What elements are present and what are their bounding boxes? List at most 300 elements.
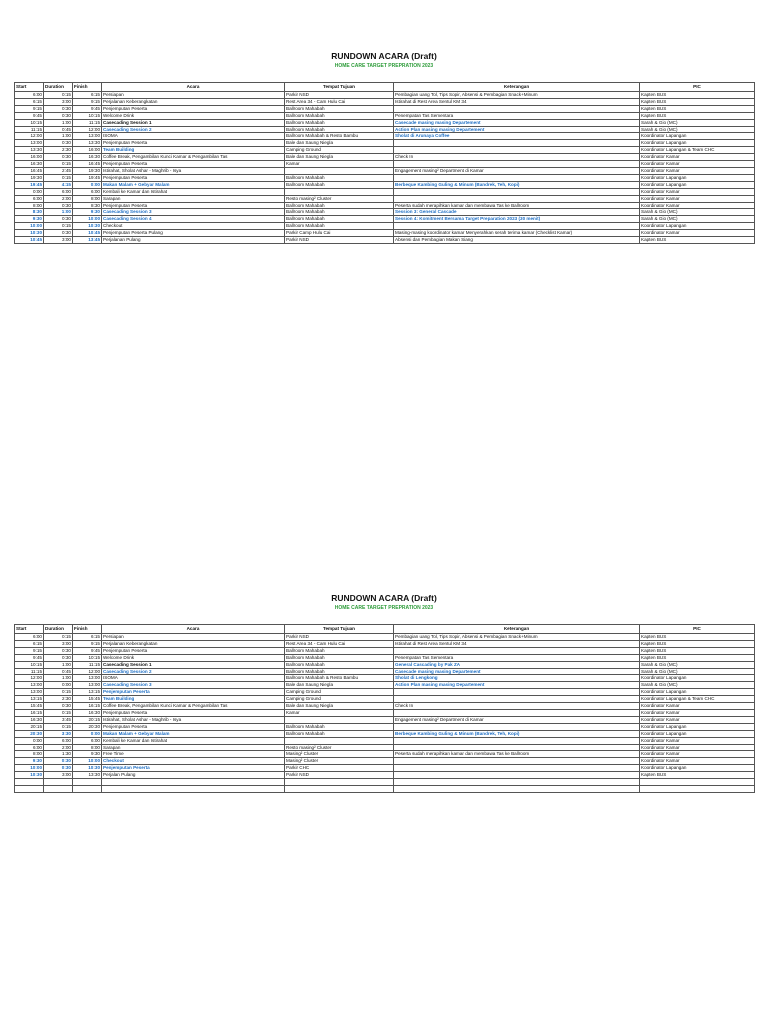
column-header-keterangan: Keterangan: [394, 625, 640, 634]
cell-start: 10:30: [15, 230, 44, 237]
table-row: [15, 202, 755, 209]
cell-tempat: Ballroom Mahabah: [285, 119, 394, 126]
cell-finish: 11:15: [73, 661, 102, 668]
cell-start: 8:00: [15, 751, 44, 758]
cell-pic: Koordinator Lapangan: [640, 765, 755, 772]
table-row: [15, 654, 755, 661]
cell-keterangan: Engagement masing² Department di Kamar: [394, 167, 640, 174]
cell-finish: 13:30: [73, 140, 102, 147]
table-row: [15, 716, 755, 723]
cell-acara: Checkout: [102, 758, 285, 765]
cell-duration: 0:30: [44, 230, 73, 237]
cell-start: 8:30: [15, 209, 44, 216]
table-row: [15, 730, 755, 737]
table-row: [15, 147, 755, 154]
cell-finish: 9:45: [73, 105, 102, 112]
table-row: [15, 126, 755, 133]
cell-acara: Casecading Session 1: [102, 119, 285, 126]
cell-tempat: Rest Area 34 - Cam Hulu Cai: [285, 98, 394, 105]
cell-tempat: Camping Ground: [285, 147, 394, 154]
cell-pic: Kapten BUS: [640, 654, 755, 661]
column-header-acara: Acara: [102, 625, 285, 634]
cell-acara: Team Building: [102, 147, 285, 154]
cell-duration: 0:00: [44, 682, 73, 689]
cell-acara: Penjemputan Peserta: [102, 105, 285, 112]
cell-keterangan: Action Plan masing masing Departement: [394, 126, 640, 133]
cell-finish: 8:00: [73, 744, 102, 751]
cell-tempat: Ballroom Mahabah & Resto Bambu: [285, 133, 394, 140]
cell-pic: Sarah & Gio (MC): [640, 119, 755, 126]
cell-duration: 0:30: [44, 140, 73, 147]
cell-duration: 6:00: [44, 737, 73, 744]
cell-finish: 13:15: [73, 689, 102, 696]
cell-finish: 10:15: [73, 654, 102, 661]
cell-acara: Persiapan: [102, 92, 285, 99]
cell-acara: Casecading Session 3: [102, 682, 285, 689]
cell-start: 6:00: [15, 634, 44, 641]
table-row: [15, 98, 755, 105]
cell-duration: 1:00: [44, 133, 73, 140]
cell-start: 13:00: [15, 689, 44, 696]
cell-keterangan: Istirahat di Rest Area Sentul KM 34: [394, 98, 640, 105]
cell-pic: Koordinator Lapangan & Team CHC: [640, 147, 755, 154]
cell-acara: Penjemputan Peserta: [102, 202, 285, 209]
cell-keterangan: Sholat di Lengkong: [394, 675, 640, 682]
cell-duration: 0:30: [44, 105, 73, 112]
cell-finish: 8:00: [73, 195, 102, 202]
cell-finish: 10:15: [73, 112, 102, 119]
cell-tempat: Resto masing² Cluster: [285, 744, 394, 751]
cell-pic: Koordinator Kamar: [640, 716, 755, 723]
table-row: [15, 647, 755, 654]
cell-keterangan: [394, 147, 640, 154]
cell-start: 12:00: [15, 133, 44, 140]
cell-finish: 10:00: [73, 758, 102, 765]
cell-pic: Kapten BUS: [640, 772, 755, 779]
cell-tempat: [285, 779, 394, 786]
cell-acara: Welcome Drink: [102, 112, 285, 119]
cell-tempat: Parkir NSD: [285, 772, 394, 779]
cell-keterangan: Check In: [394, 154, 640, 161]
cell-start: 20:30: [15, 730, 44, 737]
cell-tempat: Ballroom Mahabah: [285, 661, 394, 668]
cell-pic: Koordinator Kamar: [640, 703, 755, 710]
cell-acara: Persiapan: [102, 634, 285, 641]
cell-finish: 9:30: [73, 209, 102, 216]
cell-acara: Penjemputan Peserta: [102, 689, 285, 696]
cell-tempat: Ballroom Mahabah: [285, 105, 394, 112]
cell-start: 10:00: [15, 223, 44, 230]
cell-tempat: Masing² Cluster: [285, 758, 394, 765]
column-header-start: Start: [15, 83, 44, 92]
cell-start: 13:00: [15, 682, 44, 689]
cell-pic: Sarah & Gio (MC): [640, 209, 755, 216]
cell-finish: 13:00: [73, 675, 102, 682]
cell-start: 6:00: [15, 744, 44, 751]
table-row: [15, 779, 755, 786]
cell-duration: 0:30: [44, 703, 73, 710]
cell-keterangan: [394, 709, 640, 716]
cell-pic: Koordinator Lapangan: [640, 675, 755, 682]
cell-acara: Casecading Session 2: [102, 668, 285, 675]
cell-pic: Kapten BUS: [640, 237, 755, 244]
cell-tempat: Ballroom Mahabah: [285, 730, 394, 737]
cell-acara: Casecading Session 1: [102, 661, 285, 668]
cell-pic: Koordinator Lapangan: [640, 140, 755, 147]
cell-acara: Istirahat, Sholat Ashar - Maghrib - Isya: [102, 716, 285, 723]
cell-tempat: Kamar: [285, 709, 394, 716]
cell-finish: 16:45: [73, 161, 102, 168]
cell-keterangan: [394, 140, 640, 147]
cell-acara: Perjalanan Keberangkatan: [102, 98, 285, 105]
cell-finish: 16:15: [73, 703, 102, 710]
cell-acara: Casecading Session 2: [102, 126, 285, 133]
cell-pic: Koordinator Kamar: [640, 167, 755, 174]
cell-finish: 19:30: [73, 167, 102, 174]
cell-finish: 6:15: [73, 634, 102, 641]
cell-keterangan: [394, 223, 640, 230]
cell-keterangan: [394, 161, 640, 168]
cell-tempat: [285, 737, 394, 744]
cell-tempat: Ballroom Mahabah: [285, 174, 394, 181]
cell-keterangan: [394, 737, 640, 744]
cell-finish: 6:00: [73, 737, 102, 744]
cell-pic: [640, 785, 755, 792]
cell-keterangan: [394, 744, 640, 751]
cell-duration: 1:30: [44, 751, 73, 758]
cell-start: 9:15: [15, 105, 44, 112]
cell-acara: Welcome Drink: [102, 654, 285, 661]
cell-finish: 9:30: [73, 751, 102, 758]
cell-keterangan: [394, 188, 640, 195]
cell-finish: 19:45: [73, 174, 102, 181]
cell-pic: Sarah & Gio (MC): [640, 668, 755, 675]
cell-duration: 0:30: [44, 765, 73, 772]
cell-keterangan: Peserta sudah merapihkan kamar dan membawa Tas ke Ballroom: [394, 751, 640, 758]
cell-duration: 0:15: [44, 689, 73, 696]
cell-pic: Koordinator Lapangan: [640, 181, 755, 188]
cell-pic: Koordinator Kamar: [640, 161, 755, 168]
cell-finish: 6:00: [73, 188, 102, 195]
cell-keterangan: [394, 723, 640, 730]
cell-tempat: Parkir NSD: [285, 92, 394, 99]
cell-acara: Penjemputan Peserta: [102, 709, 285, 716]
cell-start: 11:15: [15, 126, 44, 133]
cell-keterangan: Absensi dan Pembagian Makan Siang: [394, 237, 640, 244]
cell-duration: 2:45: [44, 167, 73, 174]
cell-duration: 1:00: [44, 661, 73, 668]
cell-start: 13:00: [15, 140, 44, 147]
cell-keterangan: Penempatan Tas Sementara: [394, 112, 640, 119]
column-header-pic: PIC: [640, 83, 755, 92]
cell-tempat: [285, 785, 394, 792]
cell-start: 10:45: [15, 237, 44, 244]
cell-start: 0:00: [15, 188, 44, 195]
page-title: RUNDOWN ACARA (Draft): [331, 51, 437, 61]
cell-pic: Koordinator Kamar: [640, 195, 755, 202]
cell-start: 9:15: [15, 647, 44, 654]
table-row: [15, 661, 755, 668]
table-row: [15, 167, 755, 174]
column-header-duration: Duration: [44, 83, 73, 92]
cell-pic: Koordinator Kamar: [640, 758, 755, 765]
cell-finish: 13:00: [73, 682, 102, 689]
cell-start: 6:15: [15, 98, 44, 105]
cell-pic: Koordinator Kamar: [640, 202, 755, 209]
cell-duration: 0:15: [44, 223, 73, 230]
cell-pic: Koordinator Lapangan: [640, 723, 755, 730]
table-row: [15, 709, 755, 716]
table-row: [15, 216, 755, 223]
cell-acara: Free Time: [102, 751, 285, 758]
cell-keterangan: Check In: [394, 703, 640, 710]
cell-acara: Kembali ke Kamar dan Istirahat: [102, 188, 285, 195]
cell-pic: Kapten BUS: [640, 634, 755, 641]
cell-start: [15, 785, 44, 792]
cell-duration: 0:45: [44, 126, 73, 133]
cell-acara: Penjemputan Peserta: [102, 765, 285, 772]
cell-pic: Koordinator Lapangan: [640, 223, 755, 230]
cell-tempat: Ballroom Mahabah: [285, 112, 394, 119]
cell-keterangan: [394, 765, 640, 772]
cell-finish: 20:30: [73, 723, 102, 730]
cell-pic: Koordinator Kamar: [640, 709, 755, 716]
cell-acara: Perjalan Pulang: [102, 772, 285, 779]
cell-acara: Perjalanan Pulang: [102, 237, 285, 244]
page-title: RUNDOWN ACARA (Draft): [331, 593, 437, 603]
cell-finish: 9:45: [73, 647, 102, 654]
cell-acara: ISOMA: [102, 133, 285, 140]
cell-acara: Coffee Break, Pengambilan Kunci Kamar & Pengambilan Tas: [102, 154, 285, 161]
cell-duration: 2:00: [44, 195, 73, 202]
cell-acara: Kembali ke Kamar dan Istirahat: [102, 737, 285, 744]
cell-acara: Sarapan: [102, 195, 285, 202]
cell-duration: 1:00: [44, 119, 73, 126]
cell-acara: ISOMA: [102, 675, 285, 682]
cell-start: 10:15: [15, 119, 44, 126]
cell-keterangan: [394, 105, 640, 112]
cell-keterangan: [394, 772, 640, 779]
cell-keterangan: Sholat di Arunaya Coffee: [394, 133, 640, 140]
column-header-keterangan: Keterangan: [394, 83, 640, 92]
cell-keterangan: [394, 174, 640, 181]
rundown-table: [14, 624, 755, 793]
cell-keterangan: Session 3: General Cascade: [394, 209, 640, 216]
cell-pic: Koordinator Lapangan: [640, 174, 755, 181]
cell-start: 16:45: [15, 167, 44, 174]
rundown-table: [14, 82, 755, 244]
cell-start: 19:45: [15, 181, 44, 188]
table-row: [15, 744, 755, 751]
cell-acara: Makan Malam + Gebyar Malam: [102, 730, 285, 737]
cell-start: 10:30: [15, 772, 44, 779]
cell-pic: Koordinator Lapangan: [640, 689, 755, 696]
cell-start: 11:15: [15, 668, 44, 675]
cell-duration: 0:15: [44, 161, 73, 168]
cell-start: 9:45: [15, 654, 44, 661]
cell-finish: 10:30: [73, 765, 102, 772]
cell-start: 19:30: [15, 174, 44, 181]
cell-keterangan: [394, 785, 640, 792]
cell-tempat: Camping Ground: [285, 696, 394, 703]
table-row: [15, 140, 755, 147]
cell-tempat: Ballroom Mahabah: [285, 126, 394, 133]
cell-finish: 16:30: [73, 154, 102, 161]
cell-acara: Penjemputan Peserta: [102, 174, 285, 181]
cell-keterangan: Penempatan Tas Sementara: [394, 654, 640, 661]
cell-pic: Kapten BUS: [640, 640, 755, 647]
cell-acara: Penjemputan Peserta: [102, 140, 285, 147]
table-row: [15, 161, 755, 168]
cell-keterangan: Engagement masing² Department di Kamar: [394, 716, 640, 723]
cell-duration: 1:00: [44, 209, 73, 216]
cell-finish: 8:30: [73, 202, 102, 209]
column-header-tempat: Tempat Tujuan: [285, 83, 394, 92]
cell-finish: 15:45: [73, 696, 102, 703]
cell-pic: Sarah & Gio (MC): [640, 216, 755, 223]
cell-start: 8:00: [15, 202, 44, 209]
cell-keterangan: [394, 195, 640, 202]
table-row: [15, 223, 755, 230]
cell-tempat: Parkir Camp Hulu Cai: [285, 230, 394, 237]
cell-duration: 0:30: [44, 647, 73, 654]
cell-finish: 13:30: [73, 772, 102, 779]
table-row: [15, 188, 755, 195]
cell-duration: 3:45: [44, 716, 73, 723]
cell-acara: Casecading Session 3: [102, 209, 285, 216]
cell-duration: [44, 785, 73, 792]
cell-pic: Koordinator Lapangan: [640, 133, 755, 140]
cell-keterangan: Session 4: Komitment Bersama Target Preparation 2023 (30 menit): [394, 216, 640, 223]
table-row: [15, 105, 755, 112]
cell-duration: 2:30: [44, 696, 73, 703]
cell-duration: 0:45: [44, 668, 73, 675]
cell-start: 6:15: [15, 640, 44, 647]
table-row: [15, 723, 755, 730]
column-header-pic: PIC: [640, 625, 755, 634]
cell-start: 16:00: [15, 154, 44, 161]
cell-duration: 3:00: [44, 772, 73, 779]
table-header-row: [15, 625, 755, 634]
cell-acara: [102, 785, 285, 792]
table-row: [15, 751, 755, 758]
cell-acara: Penjemputan Peserta Pulang: [102, 230, 285, 237]
table-header-row: [15, 83, 755, 92]
cell-start: 9:30: [15, 216, 44, 223]
cell-duration: 1:00: [44, 675, 73, 682]
cell-acara: Istirahat, Sholat Ashar - Maghrib - Isya: [102, 167, 285, 174]
cell-duration: 3:00: [44, 237, 73, 244]
cell-acara: Penjemputan Peserta: [102, 161, 285, 168]
cell-tempat: Parkir NSD: [285, 634, 394, 641]
cell-acara: Makan Malam + Gebyar Malam: [102, 181, 285, 188]
cell-acara: Penjemputan Peserta: [102, 723, 285, 730]
cell-tempat: Kamar: [285, 161, 394, 168]
table-row: [15, 634, 755, 641]
cell-keterangan: Masing-masing koordinator kamar Menyerahkan serah terima kamar (Checklist Kamar): [394, 230, 640, 237]
cell-finish: 10:00: [73, 216, 102, 223]
cell-finish: 13:00: [73, 133, 102, 140]
table-row: [15, 689, 755, 696]
cell-tempat: Parkir CHC: [285, 765, 394, 772]
table-row: [15, 765, 755, 772]
cell-pic: Koordinator Kamar: [640, 188, 755, 195]
cell-pic: Koordinator Lapangan & Team CHC: [640, 696, 755, 703]
cell-keterangan: Peserta sudah merapihkan kamar dan membawa Tas ke Ballroom: [394, 202, 640, 209]
cell-finish: 16:00: [73, 147, 102, 154]
cell-finish: 0:00: [73, 181, 102, 188]
cell-tempat: Bale dan Saung Niegla: [285, 140, 394, 147]
cell-acara: Perjalanan Keberangkatan: [102, 640, 285, 647]
cell-start: 20:15: [15, 723, 44, 730]
cell-duration: 2:30: [44, 147, 73, 154]
cell-tempat: Ballroom Mahabah: [285, 181, 394, 188]
cell-tempat: Ballroom Mahabah: [285, 209, 394, 216]
cell-start: 15:45: [15, 703, 44, 710]
cell-acara: Coffee Break, Pengambilan Kunci Kamar & Pengambilan Tas: [102, 703, 285, 710]
cell-tempat: Ballroom Mahabah: [285, 223, 394, 230]
table-row: [15, 133, 755, 140]
cell-start: 13:15: [15, 696, 44, 703]
table-row: [15, 758, 755, 765]
table-row: [15, 640, 755, 647]
cell-duration: 0:15: [44, 92, 73, 99]
cell-tempat: Ballroom Mahabah: [285, 647, 394, 654]
table-row: [15, 181, 755, 188]
cell-keterangan: Casecade masing masing Departement: [394, 119, 640, 126]
cell-tempat: Bale dan Saung Niegla: [285, 703, 394, 710]
cell-tempat: Camping Ground: [285, 689, 394, 696]
cell-tempat: Rest Area 34 - Cam Hulu Cai: [285, 640, 394, 647]
cell-pic: Sarah & Gio (MC): [640, 126, 755, 133]
cell-pic: Sarah & Gio (MC): [640, 682, 755, 689]
cell-finish: 10:30: [73, 223, 102, 230]
cell-start: 16:30: [15, 716, 44, 723]
cell-duration: [44, 779, 73, 786]
cell-pic: [640, 779, 755, 786]
cell-finish: [73, 779, 102, 786]
table-row: [15, 675, 755, 682]
cell-finish: 10:45: [73, 230, 102, 237]
cell-pic: Koordinator Kamar: [640, 737, 755, 744]
table-row: [15, 737, 755, 744]
cell-start: 13:30: [15, 147, 44, 154]
cell-pic: Koordinator Kamar: [640, 154, 755, 161]
cell-tempat: Ballroom Mahabah: [285, 216, 394, 223]
table-row: [15, 112, 755, 119]
table-row: [15, 230, 755, 237]
cell-pic: Kapten BUS: [640, 647, 755, 654]
cell-acara: Casecading Session 4: [102, 216, 285, 223]
cell-tempat: Bale dan Saung Niegla: [285, 154, 394, 161]
cell-duration: 0:15: [44, 174, 73, 181]
cell-tempat: Ballroom Mahabah & Resto Bambu: [285, 675, 394, 682]
cell-duration: 0:15: [44, 634, 73, 641]
cell-acara: Sarapan: [102, 744, 285, 751]
cell-pic: Koordinator Kamar: [640, 751, 755, 758]
cell-finish: 9:15: [73, 98, 102, 105]
cell-keterangan: [394, 758, 640, 765]
cell-duration: 0:15: [44, 709, 73, 716]
cell-pic: Kapten BUS: [640, 98, 755, 105]
cell-tempat: Ballroom Mahabah: [285, 723, 394, 730]
cell-duration: 3:30: [44, 730, 73, 737]
cell-finish: 20:15: [73, 716, 102, 723]
cell-duration: 0:30: [44, 216, 73, 223]
table-row: [15, 785, 755, 792]
cell-finish: 12:00: [73, 668, 102, 675]
cell-finish: 9:15: [73, 640, 102, 647]
